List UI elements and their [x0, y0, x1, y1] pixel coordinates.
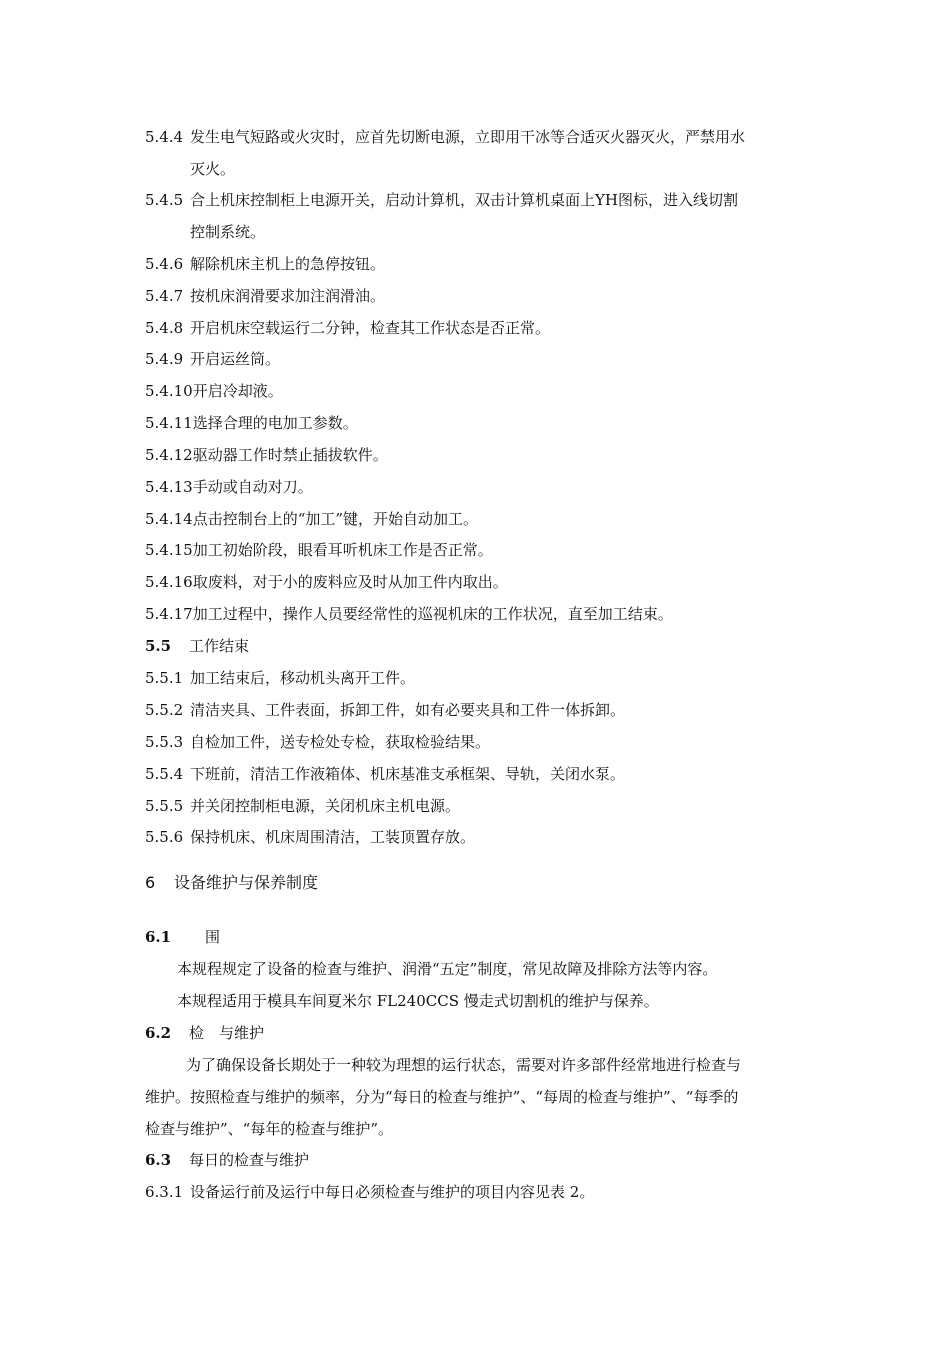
item-text: 按机床润滑要求加注润滑油。	[190, 287, 386, 305]
item-number: 5.4.10	[145, 382, 193, 400]
item-text: 解除机床主机上的急停按钮。	[190, 255, 386, 273]
item-number: 5.4.11	[145, 414, 193, 432]
item-number: 5.4.13	[145, 478, 193, 496]
item-text: 开启机床空载运行二分钟，检查其工作状态是否正常。	[190, 319, 551, 337]
section-title: 检 与维护	[189, 1024, 265, 1042]
item-6-3-1	[145, 1182, 594, 1202]
item-text: 加工初始阶段，眼看耳听机床工作是否正常。	[192, 541, 493, 559]
item-number: 5.5.1	[145, 669, 184, 687]
item-text: 点击控制台上的“加工”键，开始自动加工。	[192, 510, 479, 528]
item-text: 发生电气短路或火灾时，应首先切断电源，立即用干冰等合适灭火器灭火，严禁用水	[190, 128, 746, 146]
item-5-4-9	[145, 349, 280, 369]
section-heading-6-1	[145, 927, 220, 947]
item-number: 5.5.6	[145, 828, 184, 846]
section-number: 6.3	[145, 1151, 172, 1169]
item-5-5-6	[145, 827, 475, 847]
item-5-4-15	[145, 540, 493, 560]
item-number: 5.5.5	[145, 797, 184, 815]
paragraph: 本规程规定了设备的检查与维护、润滑“五定”制度，常见故障及排除方法等内容。	[177, 960, 718, 978]
item-text: 保持机床、机床周围清洁，工装顶置存放。	[190, 828, 476, 846]
item-text: 选择合理的电加工参数。	[192, 414, 358, 432]
section-heading-5-5	[145, 636, 249, 656]
item-number: 5.5.3	[145, 733, 184, 751]
item-5-4-13	[145, 477, 313, 497]
item-text: 设备运行前及运行中每日必须检查与维护的项目内容见表 2。	[190, 1183, 595, 1201]
item-5-4-8	[145, 318, 550, 338]
item-5-4-12	[145, 445, 388, 465]
paragraph: 本规程适用于模具车间夏米尔 FL240CCS 慢走式切割机的维护与保养。	[177, 992, 659, 1010]
item-text: 开启运丝筒。	[190, 350, 281, 368]
item-number: 5.4.16	[145, 573, 193, 591]
item-5-4-10	[145, 381, 283, 401]
item-text: 清洁夹具、工件表面，拆卸工件，如有必要夹具和工件一体拆卸。	[190, 701, 626, 719]
section-number: 6.1	[145, 928, 172, 946]
item-number: 6.3.1	[145, 1183, 184, 1201]
section-heading-6-3	[145, 1150, 309, 1170]
item-text: 并关闭控制柜电源，关闭机床主机电源。	[190, 797, 461, 815]
item-5-5-2	[145, 700, 625, 720]
item-number: 5.4.17	[145, 605, 193, 623]
paragraph: 检查与维护”、“每年的检查与维护”。	[145, 1120, 394, 1138]
item-5-4-11	[145, 413, 358, 433]
item-text: 开启冷却液。	[192, 382, 283, 400]
item-5-4-6	[145, 254, 385, 274]
item-number: 5.4.9	[145, 350, 184, 368]
item-5-4-16	[145, 572, 508, 592]
chapter-number: 6	[145, 873, 156, 892]
item-text: 下班前，清洁工作液箱体、机床基准支承框架、导轨，关闭水泵。	[190, 765, 626, 783]
item-number: 5.4.7	[145, 287, 184, 305]
item-text: 驱动器工作时禁止插拔软件。	[192, 446, 388, 464]
chapter-title: 设备维护与保养制度	[174, 873, 319, 892]
item-number: 5.4.4	[145, 128, 184, 146]
item-5-5-4	[145, 764, 625, 784]
item-continuation: 控制系统。	[190, 223, 266, 241]
chapter-heading-6	[145, 873, 318, 893]
item-5-5-3	[145, 732, 490, 752]
item-text: 加工过程中，操作人员要经常性的巡视机床的工作状况，直至加工结束。	[192, 605, 673, 623]
item-number: 5.4.12	[145, 446, 193, 464]
section-title: 工作结束	[189, 637, 250, 655]
section-title: 围	[205, 928, 221, 946]
paragraph: 维护。按照检查与维护的频率，分为“每日的检查与维护”、“每周的检查与维护”、“每季的	[145, 1088, 739, 1106]
item-number: 5.5.2	[145, 701, 184, 719]
item-text: 自检加工件，送专检处专检，获取检验结果。	[190, 733, 491, 751]
section-title: 每日的检查与维护	[189, 1151, 310, 1169]
item-text: 加工结束后，移动机头离开工件。	[190, 669, 416, 687]
item-number: 5.4.15	[145, 541, 193, 559]
item-5-5-5	[145, 796, 460, 816]
item-5-5-1	[145, 668, 415, 688]
item-5-4-4	[145, 127, 745, 147]
item-5-4-14	[145, 509, 478, 529]
item-5-4-17	[145, 604, 673, 624]
item-continuation: 灭火。	[190, 160, 236, 178]
item-number: 5.4.8	[145, 319, 184, 337]
section-heading-6-2	[145, 1023, 264, 1043]
item-5-4-7	[145, 286, 385, 306]
item-text: 取废料，对于小的废料应及时从加工件内取出。	[192, 573, 508, 591]
section-number: 6.2	[145, 1024, 172, 1042]
item-text: 合上机床控制柜上电源开关，启动计算机，双击计算机桌面上YH图标，进入线切割	[190, 191, 738, 209]
item-number: 5.4.5	[145, 191, 184, 209]
item-text: 手动或自动对刀。	[192, 478, 313, 496]
paragraph: 为了确保设备长期处于一种较为理想的运行状态，需要对许多部件经常地进行检查与	[186, 1056, 742, 1074]
item-number: 5.5.4	[145, 765, 184, 783]
item-5-4-5	[145, 190, 738, 210]
item-number: 5.4.14	[145, 510, 193, 528]
item-number: 5.4.6	[145, 255, 184, 273]
section-number: 5.5	[145, 637, 172, 655]
